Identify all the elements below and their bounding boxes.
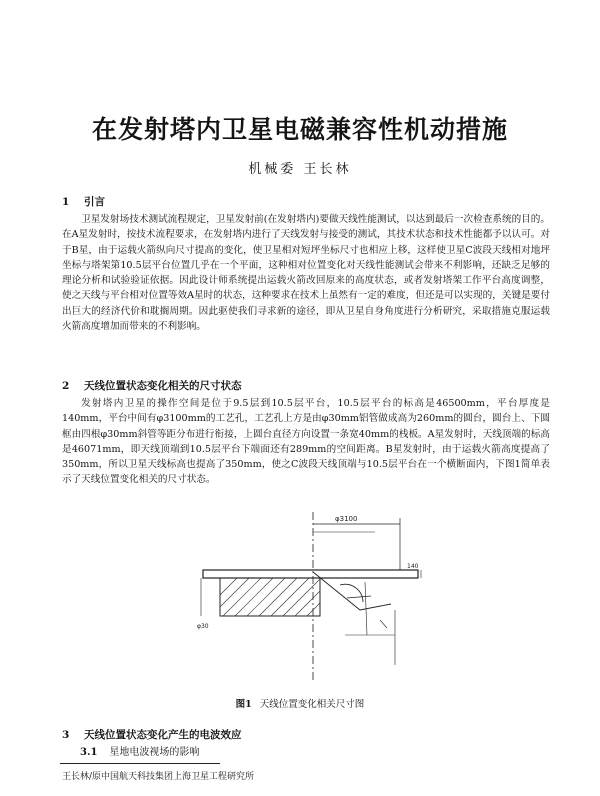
section-2-body: 发射塔内卫星的操作空间是位于9.5层到10.5层平台，10.5层平台的标高是46500mm，平台厚度是140mm，平台中间有φ3100mm的工艺孔，工艺孔上方是由φ30mm铝管做成高为260mm的圆台，圆台上、下圆框由四根φ30mm斜管等距分布进行衔接，上圆台直径方向设置一条宽40mm的栈板。A星发射时，天线顶端的标高是46071mm，即天线顶端到10.5层平台下端面还有289mm的空间距离。B星发射时，由于运载火箭高度提高了350mm，所以卫星天线标高也提高了350mm，使之C波段天线顶端与10.5层平台在一个横断面内，下图1简单表示了天线位置变化相关的尺寸状态。 xyxy=(62,398,550,486)
section-2-title: 天线位置状态变化相关的尺寸状态 xyxy=(84,380,242,392)
section-3-title: 天线位置状态变化产生的电波效应 xyxy=(84,729,242,741)
subsection-3-1-number: 3.1 xyxy=(80,747,98,758)
subsection-3-1-title: 星地电波视场的影响 xyxy=(109,747,200,758)
section-1-body: 卫星发射场技术测试流程规定，卫星发射前(在发射塔内)要做天线性能测试，以达到最后一次检查系统的目的。在A星发射时，按技术流程要求，在发射塔内进行了天线发射与接受的测试，其技术状态和技术性能都予以认可。对于B星，由于运载火箭纵向尺寸提高的变化，使卫星相对短坪坐标尺寸也相应上移，这样使卫星C波段天线相对地坪坐标与塔架第10.5层平台位置几乎在一个平面，这种相对位置变化对天线性能测试会带来不利影响，还缺乏足够的理论分析和试验验证依据。因此设计师系统提出运载火箭改回原来的高度状态，或者发射塔架工作平台高度调整，使之天线与平台相对位置等效A星时的状态，这种要求在技术上虽然有一定的难度，但还是可以实现的，关键是要付出巨大的经济代价和耽搁周期。因此驱使我们寻求新的途径，即从卫星自身角度进行分析研究，采取措施克服运载火箭高度增加而带来的不利影响。 xyxy=(62,214,550,333)
dim-left-label: φ30 xyxy=(197,623,209,630)
paper-authors: 机械委 王长林 xyxy=(248,162,352,177)
subsection-3-1-heading xyxy=(80,743,199,758)
figure-1-diagram xyxy=(195,510,435,685)
section-3-heading xyxy=(62,727,242,742)
dim-right-label: 140 xyxy=(407,563,419,570)
platform-slab xyxy=(203,570,418,578)
figure-1-caption-text: 天线位置变化相关尺寸图 xyxy=(259,699,365,710)
paper-title: 在发射塔内卫星电磁兼容性机动措施 xyxy=(91,115,508,144)
dim-top-label: φ3100 xyxy=(335,515,358,523)
figure-1-label: 图1 xyxy=(235,699,252,710)
section-1-title: 引言 xyxy=(84,196,105,208)
hatched-structure xyxy=(220,578,320,616)
footnote-rule xyxy=(60,763,220,764)
footnote: 王长林/原中国航天科技集团上海卫星工程研究所 xyxy=(62,772,255,782)
section-2-heading xyxy=(62,378,242,393)
section-1-number: 1 xyxy=(62,196,70,208)
antenna-cone xyxy=(313,572,395,665)
section-3-number: 3 xyxy=(62,729,70,741)
figure-1-caption xyxy=(0,696,600,710)
section-2-number: 2 xyxy=(62,380,70,392)
section-1-heading xyxy=(62,194,105,209)
top-dimension xyxy=(313,518,400,570)
